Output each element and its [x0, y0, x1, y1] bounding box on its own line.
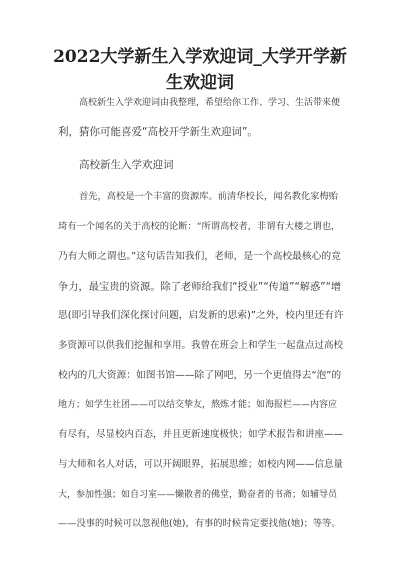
body-line: 与大师和名人对话，可以开阔眼界，拓展思维；如校内网——信息量 [58, 459, 344, 470]
document-title: 2022大学新生入学欢迎词_大学开学新生欢迎词 [53, 47, 347, 93]
body-line: 有尽有，尽显校内百态，并且更新速度极快；如学术报告和讲座—— [58, 429, 344, 440]
intro-line: 高校新生入学欢迎词由我整理，希望给你工作、学习、生活带来便 [79, 98, 341, 108]
body-line: 校内的几大资源：如图书馆——除了网吧，另一个更值得去“泡”的 [58, 370, 342, 381]
body-line: 争力，最宝贵的资源。除了老师给我们“授业”“传道”“解惑”“增 [58, 281, 342, 293]
body-line: 多资源可以供我们挖掘和享用。我曾在班会上和学生一起盘点过高校 [58, 340, 344, 351]
section-heading: 高校新生入学欢迎词 [79, 159, 174, 171]
body-line: 琦有一个闻名的关于高校的论断：“所谓高校者，非谓有大楼之谓也， [58, 221, 341, 232]
body-line: 首先，高校是一个丰富的资源库。前清华校长，闻名教化家梅贻 [79, 191, 338, 202]
body-line: 思(即引导我们深化探讨问题，启发新的思索)”之外，校内里还有许 [58, 310, 344, 321]
intro-line: 利，猜你可能喜爱“高校开学新生欢迎词”。 [58, 126, 258, 138]
body-line: 地方；如学生社团——可以结交挚友，熬炼才能；如海报栏——内容应 [58, 400, 338, 410]
body-line: ——没事的时候可以忽视他(她)，有事的时候肯定要找他(她)；等等。 [58, 518, 341, 529]
body-line: 大，参加性强；如自习室——懒散者的佛堂，勤奋者的书斋；如辅导员 [58, 490, 338, 500]
body-line: 乃有大师之谓也。”这句话告知我们，老师，是一个高校最核心的竞 [58, 251, 341, 262]
